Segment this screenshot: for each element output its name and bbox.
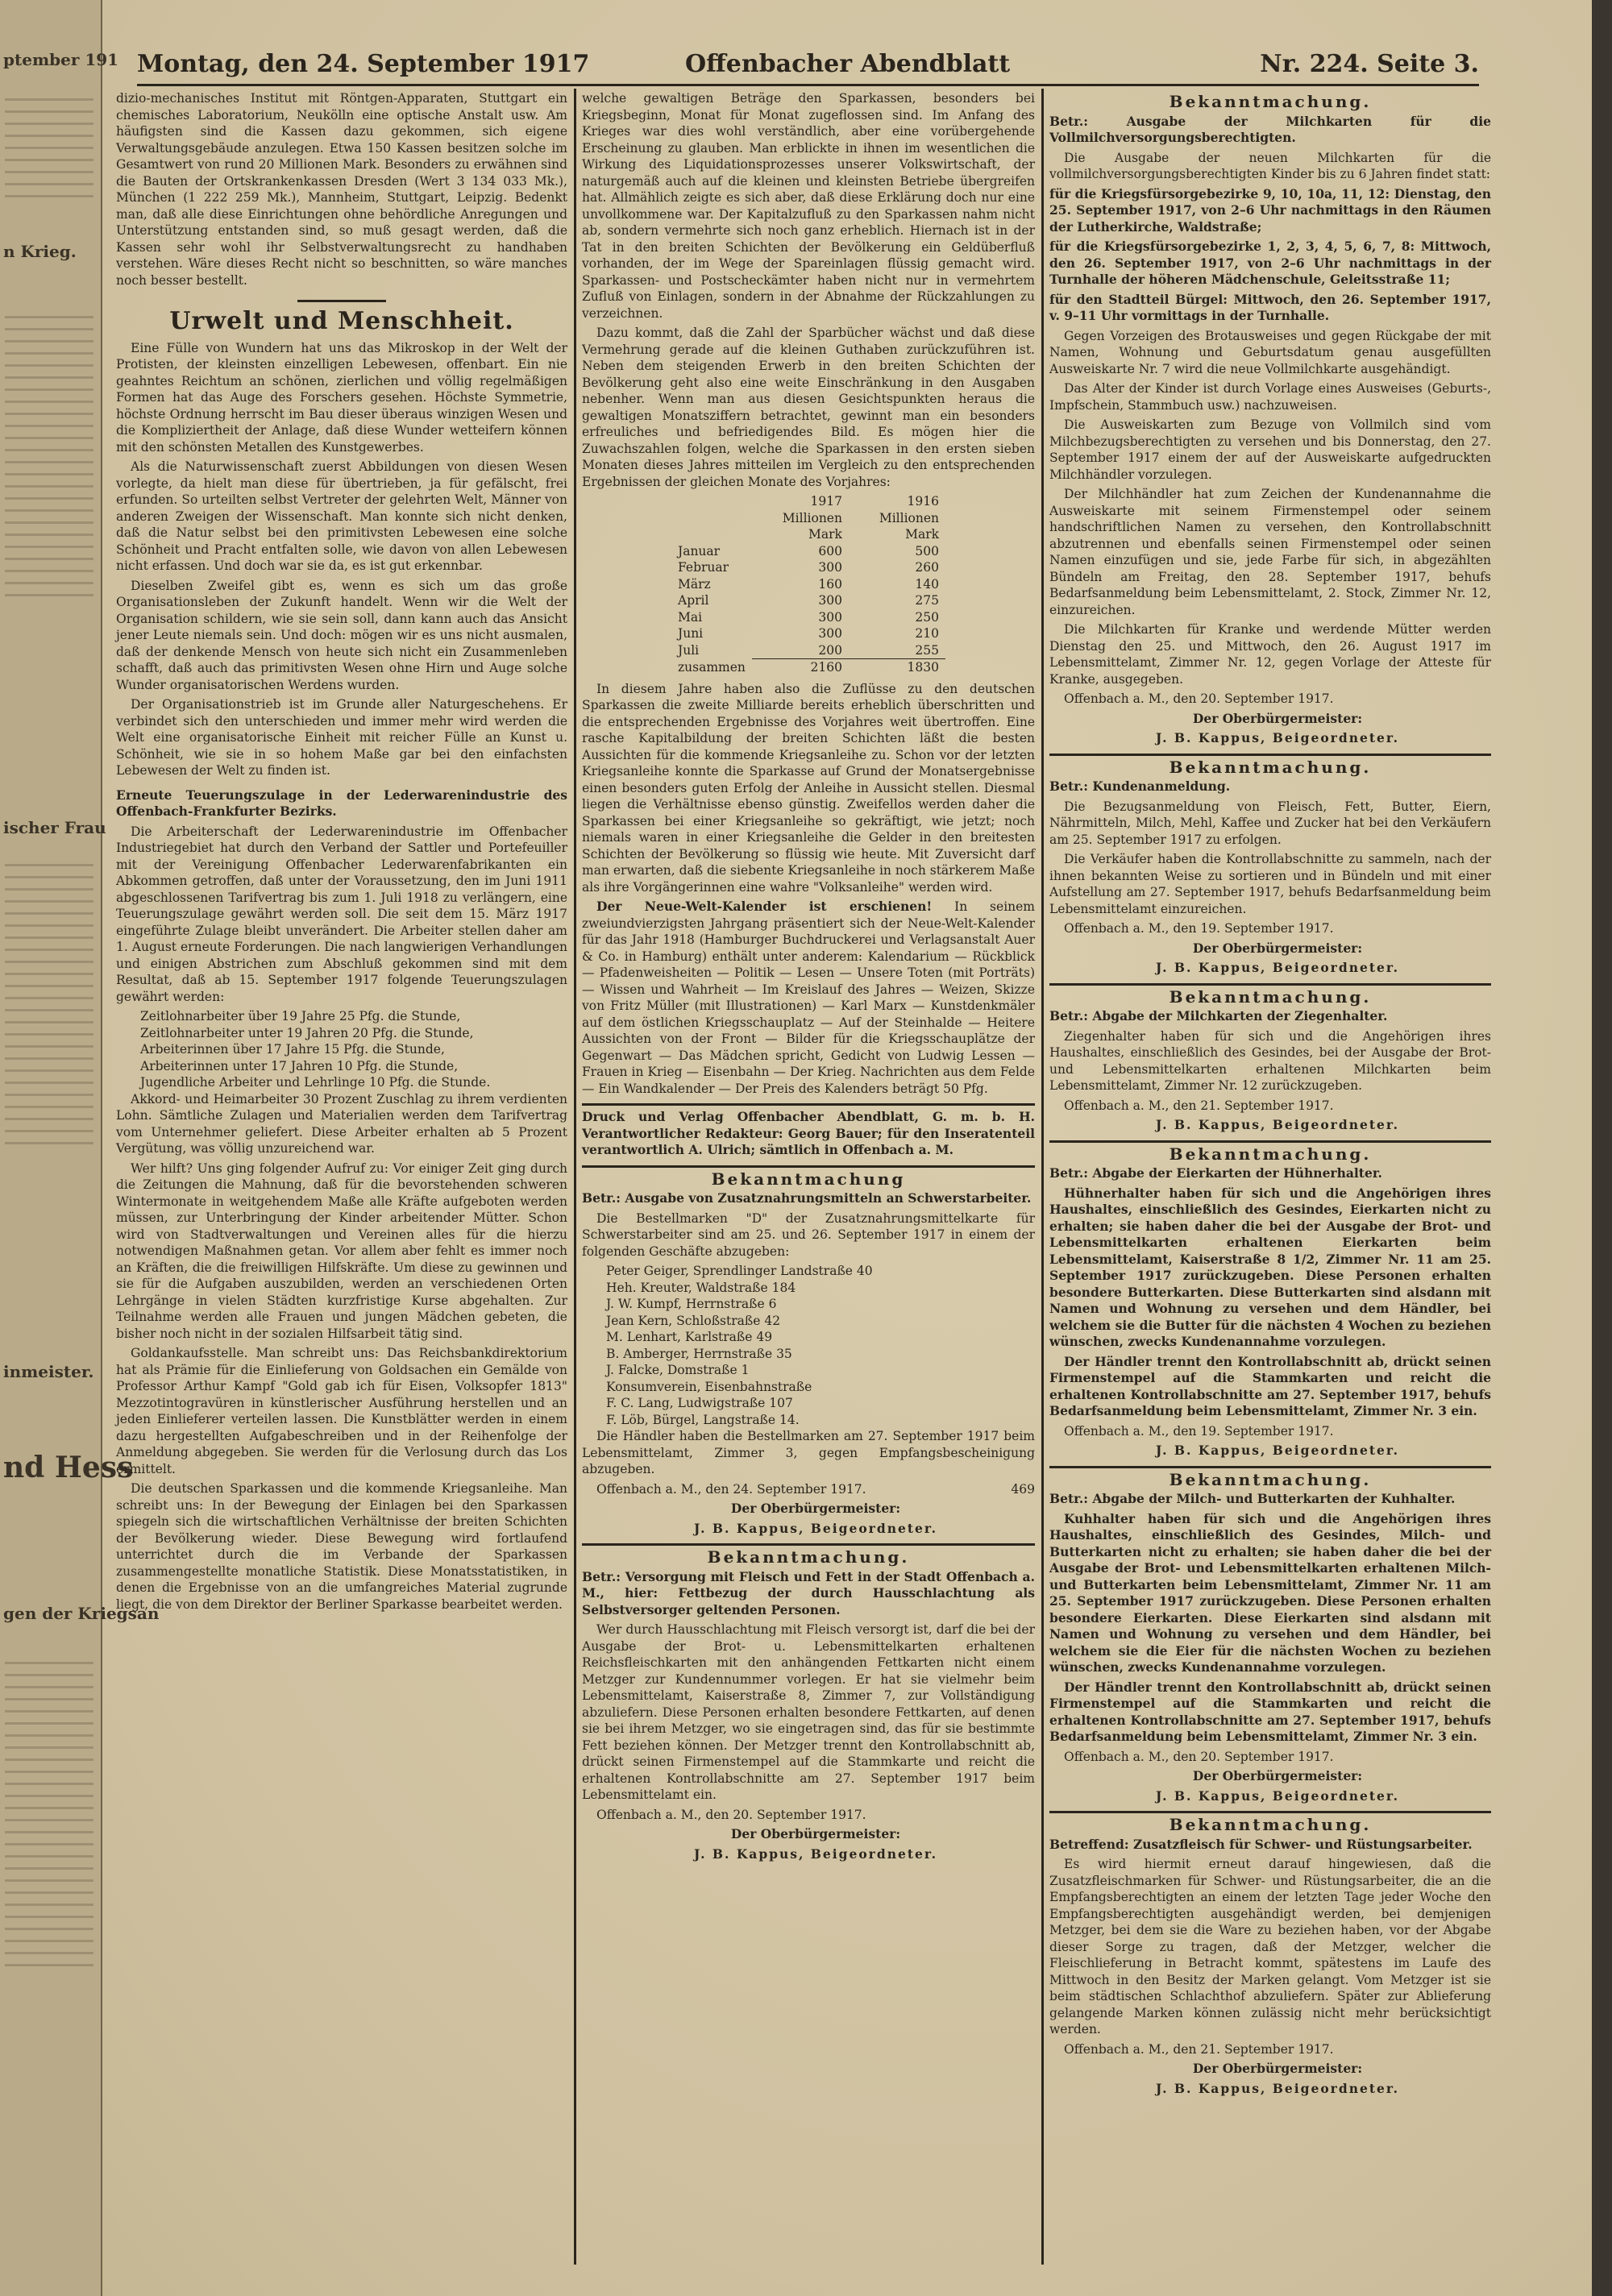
article-heading: Erneute Teuerungszulage in der Lederwarenindustrie des Offenbach-Frankfurter Bezirks. — [116, 787, 567, 819]
notice-text: Gegen Vorzeigen des Brotausweises und gegen Rückgabe der mit Namen, Wohnung und Geburtsdatum genau ausgefüllten Ausweiskarte Nr. 7 wird die neue Vollmilchkarte ausgehändigt. — [1049, 328, 1491, 376]
notice-text: Die Milchkarten für Kranke und werdende Mütter werden Dienstag den 25. und Mittwoch, den 26. August 1917 im Lebensmittelamt, Zimmer Nr. 12, gegen Vorlage der Atteste für Kranke, ausgegeben. — [1049, 622, 1491, 687]
article-paragraph: In diesem Jahre haben also die Zuflüsse zu den deutschen Sparkassen die zweite Milliarde bereits erheblich überschritten und die entsprechenden Ergebnisse des Vorjahres weit übertroffen. Eine rasche Kapitalbildung der breiten Schichten läßt die besten Aussichten für die kommende Kriegsanleihe zu. Schon vor der letzten Kriegsanleihe konnte die Sparkasse auf Grund der Monatsergebnisse einen besonders guten Erfolg der Anleihe in Aussicht stellen. Diesmal liegen die Verhältnisse ebenso günstig. Zweifellos werden daher die Sparkassen bei einer Kriegsanleihe so gekräftigt, wie jetzt; noch niemals waren in einer Kriegsanleihe die Gelder in den breitesten Schichten der Bevölkerung so flüssig wie heute. Mit Zuversicht darf man erwarten, daß die siebente Kriegsanleihe in noch stärkerem Maße als ihre Vorgängerinnen eine wahre "Volksanleihe" werden wird. — [582, 681, 1035, 895]
page-header — [137, 47, 1479, 86]
gutter-fragment: inmeister. — [3, 1362, 94, 1381]
article-text: In seinem zweiundvierzigsten Jahrgang präsentiert sich der Neue-Welt-Kalender für das Jahr 1918 (Hamburger Buchdruckerei und Verlagsanstalt Auer & Co. in Hamburg) enthält unter anderem: Kalendarium — Rückblick — Pfadenweisheiten — Politik — Lesen — Unsere Toten (mit Porträts) — Wissen und Wahrheit — Im Kreislauf des Jahres — Weizen, Skizze von Fritz Müller (mit Illustrationen) — Karl Marx — Kunstdenkmäler auf dem östlichen Kriegsschauplatz — Auf der Steinhalde — Heitere Aussichten von der Front — Bilder für die Kriegsschauplätze der Gegenwart — Das Mädchen spricht, Gedicht von Ludwig Lessen — Frauen in Krieg — Eisenbahn — Der Krieg. Nachrichten aus dem Felde — Ein Wandkalender — Der Preis des Kalenders beträgt 50 Pfg. — [582, 899, 1035, 1096]
notice-date: Offenbach a. M., den 20. September 1917. — [596, 1807, 866, 1822]
notice-signature: J. B. Kappus, Beigeordneter. — [1156, 960, 1399, 975]
article-paragraph: Goldankaufsstelle. Man schreibt uns: Das Reichsbankdirektorium hat als Prämie für die Einlieferung von Goldsachen ein Gemälde von Professor Arthur Kampf "Gold gab ich für Eisen, Volksopfer 1813" Mezzotintogravüren in künstlerischer Ausführung herstellen und an jeden Einlieferer verteilen lassen. Die Kunstblätter werden in einem dazu hergestellten Aufgabeschreiben und in der Reihenfolge der Anmeldung abgegeben. Sie werden für die Verlosung durch das Los ermittelt. — [116, 1346, 567, 1476]
article-paragraph: Dieselben Zweifel gibt es, wenn es sich um das große Organisationsleben der Zukunft handelt. Wenn wir die Welt der Organisation schildern, wie sie sein soll, dann kann auch das Ansicht jener Leute niemals sein. Und doch: mögen wir es uns nicht ausmalen, daß der denkende Mensch von heute sich nicht ein Zusammenleben schafft, daß auch das primitivsten Wesen ohne Hirn und Auge solche Wunder organisatorischen Werdens wurden. — [116, 578, 567, 692]
article-paragraph: Der Organisationstrieb ist im Grunde aller Naturgeschehens. Er verbindet sich den unterschieden und immer mehr wird werden die Welt eine organisatorische Einheit mit reicher Fülle an Kunst u. Schönheit, wie sie in so hohem Maße gar bei den einfachsten Lebewesen der Welt zu finden ist. — [116, 697, 567, 778]
notice-title: Bekanntmachung. — [1169, 1815, 1372, 1834]
table-cell: 255 — [915, 642, 939, 658]
notice-text: Das Alter der Kinder ist durch Vorlage eines Ausweises (Geburts-, Impfschein, Stammbuch usw.) nachzuweisen. — [1049, 381, 1491, 413]
notice-date: Offenbach a. M., den 20. September 1917. — [1064, 1749, 1334, 1764]
notice-text: Die Bestellmarken "D" der Zusatznahrungsmittelkarte für Schwerstarbeiter sind am 25. und 26. September 1917 in einem der folgenden Geschäfte abzugeben: — [582, 1210, 1035, 1259]
table-cell: 160 — [818, 576, 842, 592]
column-2 — [582, 90, 1035, 2266]
list-item: Heh. Kreuter, Waldstraße 184 — [606, 1280, 796, 1295]
list-item: Zeitlohnarbeiter über 19 Jahre 25 Pfg. die Stunde, — [140, 1009, 461, 1023]
notice-title: Bekanntmachung. — [1169, 986, 1372, 1007]
notice-date-text: Offenbach a. M., den 24. September 1917. — [596, 1481, 866, 1497]
column-divider — [1041, 89, 1044, 2265]
notice-signature-title: Der Oberbürgermeister: — [1192, 1768, 1363, 1783]
header-date: Montag, den 24. September 1917 — [137, 50, 590, 78]
notice-title: Bekanntmachung — [711, 1169, 906, 1189]
header-paper-name: Offenbacher Abendblatt — [685, 50, 1011, 78]
notice-title: Bekanntmachung. — [1169, 1144, 1372, 1164]
gutter-fragment: ptember 191 — [3, 50, 119, 69]
list-item: Konsumverein, Eisenbahnstraße — [606, 1379, 812, 1394]
notice-subject: Betr.: Versorgung mit Fleisch und Fett in der Stadt Offenbach a. M., hier: Fettbezug der durch Hausschlachtung als Selbstversorger geltenden Personen. — [582, 1568, 1035, 1617]
notice-subject: Betr.: Kundenanmeldung. — [1049, 778, 1231, 794]
table-cell: 2160 — [752, 659, 849, 676]
table-cell: Juni — [678, 626, 704, 641]
notice-number: 469 — [1011, 1481, 1035, 1497]
list-item: J. Falcke, Domstraße 1 — [606, 1363, 750, 1377]
separator — [582, 1165, 1035, 1168]
gutter-text-lines — [5, 1652, 93, 1976]
article-paragraph: Als die Naturwissenschaft zuerst Abbildungen von diesen Wesen vorlegte, da hielt man diese für übertrieben, ja für gefälscht, frei erfunden. So urteilten selbst Vertreter der gelehrten Welt, Männer von anderen Zweigen der Wissenschaft. Man konnte sich nicht denken, daß die Natur selbst bei den primitivsten Lebewesen eine solche Schönheit und Pracht entfalten solle, wie davon von allen Lebewesen nicht erfassen. Und doch war sie da, es ist gut erkennbar. — [116, 459, 567, 573]
notice-signature: J. B. Kappus, Beigeordneter. — [1156, 1787, 1399, 1804]
gutter-fragment: nd Hess — [3, 1451, 134, 1484]
notice-text: Die Händler haben die Bestellmarken am 27. September 1917 beim Lebensmittelamt, Zimmer 3, gegen Empfangsbescheinigung abzugeben. — [582, 1429, 1035, 1476]
article-paragraph: dizio-mechanisches Institut mit Röntgen-Apparaten, Stuttgart ein chemisches Laboratorium, Neukölln eine optische Anstalt usw. Am häufigsten sind die Kassen dazu gekommen, sich eigene Verwaltungsgebäude anzulegen. Etwa 150 Kassen besitzen solche im Gesamtwert von rund 20 Millionen Mark. Besonders zu erwähnen sind die Bauten der Ortskrankenkassen Dresden (Wert 3 134 033 Mk.), München (1 222 259 Mk.), Mannheim, Stuttgart, Leipzig. Bedenkt man, daß alle diese Einrichtungen ohne behördliche Anregungen und Unterstützung entstanden sind, so muß gesagt werden, daß die Kassen sehr wohl ihr Selbstverwaltungsrecht zu handhaben verstehen. Wäre dieses Recht nicht so beschnitten, so wäre manches noch besser bestellt. — [116, 91, 567, 288]
adjacent-page-strip — [0, 0, 160, 2296]
table-row — [671, 592, 945, 609]
article-paragraph: Die deutschen Sparkassen und die kommende Kriegsanleihe. Man schreibt uns: In der Bewegung der Einlagen bei den Sparkassen spiegeln sich die wirtschaftlichen Verhältnisse der breiten Schichten der Bevölkerung wieder. Diese Bewegung wird fortlaufend unterrichtet durch die im Verbande der Sparkassen zusammengestellte monatliche Statistik. Diese Monatsstatistiken, in denen die Ergebnisse von an die umfangreiches Material zugrunde liegt, die von dem Direktor der Berliner Sparkasse bearbeitet werden. — [116, 1481, 567, 1612]
notice-date — [582, 1481, 1035, 1498]
list-item: Jean Kern, Schloßstraße 42 — [606, 1313, 781, 1328]
table-cell: Mai — [678, 609, 703, 625]
notice-title: Bekanntmachung. — [1169, 92, 1372, 111]
table-cell: April — [678, 593, 709, 608]
notice-text: Hühnerhalter haben für sich und die Angehörigen ihres Haushaltes, einschließlich des Gesindes, Eierkarten nicht zu erhalten; sie haben daher die bei der Ausgabe der Brot- und Lebensmittelkarten erhaltenen Eierkarten beim Lebensmittelamt, Kaiserstraße 8 1/2, Zimmer Nr. 11 am 25. September 1917 zurückzugeben. Diese Personen erhalten besondere Butterkarten. Diese Butterkarten sind alsdann mit Namen und Wohnung zu versehen und dem Händler, bei welchem sie die Butter für die nächsten 4 Wochen zu beziehen wünschen, zwecks Kundenannahme vorzulegen. — [1049, 1185, 1491, 1349]
separator — [1049, 1466, 1491, 1468]
table-row — [671, 642, 945, 659]
table-cell: 140 — [915, 576, 939, 592]
table-total-row — [671, 659, 945, 676]
notice-date: Offenbach a. M., den 19. September 1917. — [1064, 921, 1334, 936]
notice-title: Bekanntmachung. — [707, 1547, 910, 1567]
table-cell: 200 — [818, 642, 842, 658]
separator — [1049, 754, 1491, 756]
notice-subject: Betr.: Abgabe der Milchkarten der Ziegenhalter. — [1049, 1008, 1388, 1023]
table-header-row — [671, 493, 945, 510]
list-item: Zeitlohnarbeiter unter 19 Jahren 20 Pfg. die Stunde, — [140, 1025, 474, 1040]
list-item: F. C. Lang, Ludwigstraße 107 — [606, 1396, 793, 1410]
notice-text: Die Ausweiskarten zum Bezuge von Vollmilch sind vom Milchbezugsberechtigten zu versehen und bis Donnerstag, den 27. September 1917 einem der auf der Ausweiskarte aufgedruckten Milchhändler vorzulegen. — [1049, 417, 1491, 482]
notice-text: Der Milchhändler hat zum Zeichen der Kundenannahme die Ausweiskarte mit seinem Firmenstempel oder seinem handschriftlichen Namen zu versehen, den Kontrollabschnitt abzutrennen und ebenfalls seinen Firmenstempel oder seinen Namen einzufügen und sie, jede Farbe für sich, in abgezählten Bündeln am Freitag, den 28. September 1917, behufs Bedarfsanmeldung beim Lebensmittelamt, 2. Stock, Zimmer Nr. 12, einzureichen. — [1049, 487, 1491, 617]
gutter-text-lines — [5, 89, 93, 207]
gutter-text-lines — [5, 854, 93, 1154]
list-item: Arbeiterinnen über 17 Jahre 15 Pfg. die Stunde, — [140, 1042, 445, 1057]
column-1 — [116, 90, 567, 2266]
table-cell: März — [678, 576, 711, 592]
table-cell: 500 — [915, 543, 939, 558]
table-header-cell: 1917 — [810, 494, 842, 509]
table-cell: zusammen — [678, 659, 746, 675]
table-cell: Januar — [678, 543, 721, 558]
gutter-fragment: ischer Frau — [3, 818, 106, 837]
notice-text: Wer durch Hausschlachtung mit Fleisch versorgt ist, darf die bei der Ausgabe der Brot- u. Lebensmittelkarten erhaltenen Reichsfleischkarten mit den anhängenden Fettkarten nicht einem Metzger zur Kundennummer vorlegen. Er hat sie vielmehr beim Lebensmittelamt, Kaiserstraße 8, Zimmer 7, zur Vollständigung abzuliefern. Diese Personen erhalten besondere Fettkarten, auf denen sie bei ihrem Metzger, wo sie eingetragen sind, das für sie bestimmte Fett beziehen können. Der Metzger trennt den Kontrollabschnitt ab, drückt seinen Firmenstempel auf die Stammkarte und reicht die erhaltenen Kontrollabschnitte am 27. September 1917 beim Lebensmittelamt ein. — [582, 1622, 1035, 1802]
article-heading: Der Neue-Welt-Kalender ist erschienen! — [596, 899, 933, 914]
notice-title: Bekanntmachung. — [1169, 757, 1372, 777]
savings-table — [671, 493, 945, 676]
notice-signature: J. B. Kappus, Beigeordneter. — [694, 1846, 937, 1862]
table-cell: 300 — [818, 626, 842, 641]
table-cell: 300 — [818, 560, 842, 575]
notice-text: Der Händler trennt den Kontrollabschnitt ab, drückt seinen Firmenstempel auf die Stammkarten und reicht die erhaltenen Kontrollabschnitte am 27. September 1917, behufs Bedarfsanmeldung beim Lebensmittelamt, Zimmer Nr. 3 ein. — [1049, 1353, 1491, 1418]
notice-subject: Betr.: Abgabe der Eierkarten der Hühnerhalter. — [1049, 1165, 1382, 1181]
list-item: Arbeiterinnen unter 17 Jahren 10 Pfg. die Stunde, — [140, 1058, 459, 1073]
table-cell: 260 — [915, 560, 939, 575]
table-cell: 600 — [818, 543, 842, 558]
notice-subject: Betr.: Abgabe der Milch- und Butterkarten der Kuhhalter. — [1049, 1491, 1456, 1506]
notice-text: Kuhhalter haben für sich und die Angehörigen ihres Haushaltes, einschließlich des Gesindes, Milch- und Butterkarten nicht zu erhalten; sie haben daher die bei der Ausgabe der Brot- und Lebensmittelkarten erhaltenen Milch- und Butterkarten beim Lebensmittelamt, Zimmer Nr. 11 am 25. September 1917 zurückzugeben. Diese Personen erhalten besondere Eierkarten. Diese Eierkarten sind alsdann mit Namen und Wohnung zu versehen und dem Händler, bei welchem sie die Eier für die nächsten Wochen zu beziehen wünschen, zwecks Kundenannahme vorzulegen. — [1049, 1510, 1491, 1675]
article-paragraph — [582, 899, 1035, 1097]
gutter-fragment: gen der Kriegsan — [3, 1604, 160, 1623]
column-3 — [1049, 90, 1491, 2266]
article-paragraph: Dazu kommt, daß die Zahl der Sparbücher wächst und daß diese Vermehrung gerade auf die kleinen Guthaben zurückzuführen ist. Neben dem steigenden Erwerb in den breiten Schichten der Bevölkerung geht also eine weite Einschränkung in den Ausgaben nebenher. Wenn man aus diesen Gesichtspunkten heraus die gewaltigen Monatsziffern betrachtet, gewinnt man ein besonders erfreuliches und befriedigendes Bild. Es mögen hier die Zuwachszahlen folgen, welche die Sparkassen in den ersten sieben Monaten dieses Jahres mitteilen im Vergleich zu den entsprechenden Ergebnissen der gleichen Monate des Vorjahres: — [582, 326, 1035, 489]
notice-title: Bekanntmachung. — [1169, 1469, 1372, 1489]
notice-text: Die Bezugsanmeldung von Fleisch, Fett, Butter, Eiern, Nährmitteln, Milch, Mehl, Kaffee und Zucker hat bei den Verkäufern am 25. September 1917 zu erfolgen. — [1049, 799, 1491, 847]
list-item: B. Amberger, Herrnstraße 35 — [606, 1346, 792, 1361]
savings-rows — [671, 543, 945, 659]
article-paragraph: Akkord- und Heimarbeiter 30 Prozent Zuschlag zu ihrem verdienten Lohn. Sämtliche Zulagen und Materialien werden dem Tarifvertrag vom Unternehmer geliefert. Diese Arbeiter erhalten ab 5 Prozent Vergütung, was völlig unzureichend war. — [116, 1091, 567, 1156]
table-header-cell: Millionen Mark — [782, 510, 842, 542]
table-cell: 300 — [818, 593, 842, 608]
list-item: M. Lenhart, Karlstraße 49 — [606, 1330, 773, 1344]
separator — [297, 300, 386, 302]
article-paragraph: welche gewaltigen Beträge den Sparkassen, besonders bei Kriegsbeginn, Monat für Monat zugeflossen sind. Im Anfang des Krieges war dies wohl verständlich, aber eine vorübergehende Erscheinung zu glauben. Man erblickte in ihnen im wesentlichen die Wirkung des Liquidationsprozesses unserer Volkswirtschaft, der naturgemäß auch auf die kleinen und kleinsten Betriebe übergreifen hat. Allmählich zeigte es sich aber, daß diese Erklärung doch nur eine unvollkommene war. Der Kapitalzufluß zu den Sparkassen nahm nicht ab, sondern vermehrte sich noch ganz erheblich. Hiernach ist in der Tat in den breiten Schichten der Bevölkerung ein Geldüberfluß vorhanden, der im Wege der Spareinlagen flüssig gemacht wird. Sparkassen- und Postscheckämter haben nicht nur in vermehrtem Zufluß von Einlagen, sondern in der Abnahme der Rückzahlungen zu verzeichnen. — [582, 91, 1035, 321]
notice-signature-title: Der Oberbürgermeister: — [1192, 2061, 1363, 2076]
notice-signature-title: Der Oberbürgermeister: — [730, 1826, 901, 1841]
notice-subject: Betr.: Ausgabe von Zusatznahrungsmitteln an Schwerstarbeiter. — [582, 1190, 1032, 1206]
notice-text: für die Kriegsfürsorgebezirke 9, 10, 10a, 11, 12: Dienstag, den 25. September 1917, von 2–6 Uhr nachmittags in den Räumen der Lutherkirche, Waldstraße; — [1049, 185, 1491, 235]
notice-subject: Betr.: Ausgabe der Milchkarten für die Vollmilchversorgungsberechtigten. — [1049, 113, 1491, 145]
notice-text: für die Kriegsfürsorgebezirke 1, 2, 3, 4, 5, 6, 7, 8: Mittwoch, den 26. September 1917, von 2–6 Uhr nachmittags in der Turnhalle der höheren Mädchenschule, Geleitsstraße 11; — [1049, 239, 1491, 287]
notice-text: Ziegenhalter haben für sich und die Angehörigen ihres Haushaltes, einschließlich des Gesindes, bei der Ausgabe der Brot- und Lebensmittelkarten erhaltenen Milchkarten beim Lebensmittelamt, Zimmer Nr. 12 zurückzugeben. — [1049, 1028, 1491, 1093]
list-item: F. Löb, Bürgel, Langstraße 14. — [606, 1412, 800, 1427]
list-item: Peter Geiger, Sprendlinger Landstraße 40 — [606, 1264, 873, 1278]
gutter-text-lines — [5, 306, 93, 606]
table-header-cell: 1916 — [907, 494, 939, 509]
notice-signature-title: Der Oberbürgermeister: — [730, 1501, 901, 1516]
notice-text: Die Ausgabe der neuen Milchkarten für die vollmilchversorgungsberechtigten Kinder bis zu 6 Jahren findet statt: — [1049, 150, 1491, 181]
notice-date: Offenbach a. M., den 21. September 1917. — [1064, 2041, 1334, 2057]
table-cell: 300 — [818, 609, 842, 625]
table-row — [671, 576, 945, 593]
table-cell: 1830 — [849, 659, 945, 676]
table-row — [671, 543, 945, 560]
table-cell: Februar — [678, 560, 729, 575]
notice-date: Offenbach a. M., den 19. September 1917. — [1064, 1423, 1334, 1439]
article-paragraph: Die Arbeiterschaft der Lederwarenindustrie im Offenbacher Industriegebiet hat durch den Verband der Sattler und Portefeuiller mit der Vereinigung Offenbacher Lederwarenfabrikanten ein Abkommen getroffen, daß unter der Voraussetzung, den im Juni 1911 abgeschlossenen Tarifvertrag bis zum 1. Juli 1918 zu verlängern, eine Teuerungszulage gewährt werden soll. Die seit dem 15. März 1917 eingeführte Zulage bleibt unverändert. Die Arbeiter stellen daher am 1. August erneute Forderungen. Die nach langwierigen Verhandlungen und einigen Abstrichen zum Abschluß gekommen sind mit dem Resultat, daß ab 15. September 1917 folgende Teuerungszulagen gewährt werden: — [116, 824, 567, 1004]
notice-signature: J. B. Kappus, Beigeordneter. — [1156, 730, 1399, 745]
section-title: Urwelt und Menschheit. — [169, 307, 514, 335]
notice-signature: J. B. Kappus, Beigeordneter. — [694, 1520, 937, 1536]
article-paragraph: Eine Fülle von Wundern hat uns das Mikroskop in der Welt der Protisten, der kleinsten einzelligen Lebewesen, offenbart. Ein nie geahntes Reichtum an schönen, zierlichen und völlig regelmäßigen Formen hat das Auge des Forschers gesehen. Höchste Symmetrie, höchste Ordnung herrscht im Bau dieser überaus winzigen Wesen und die Kompliziertheit der Anlage, daß diese Wunder wetteifern können mit den schönsten Metallen des Kunstgewerbes. — [116, 340, 567, 455]
table-cell: Juli — [678, 642, 700, 658]
separator — [1049, 983, 1491, 986]
imprint: Druck und Verlag Offenbacher Abendblatt, G. m. b. H. Verantwortlicher Redakteur: Georg Bauer; für den Inseratenteil verantwortlich A. Ulrich; sämtlich in Offenbach a. M. — [582, 1109, 1035, 1157]
table-cell: 250 — [915, 609, 939, 625]
notice-signature-title: Der Oberbürgermeister: — [1192, 940, 1363, 956]
table-header-cell: Millionen Mark — [879, 510, 939, 542]
notice-date: Offenbach a. M., den 20. September 1917. — [1064, 691, 1334, 706]
header-page-number: Nr. 224. Seite 3. — [1260, 50, 1479, 78]
table-row — [671, 625, 945, 642]
notice-signature: J. B. Kappus, Beigeordneter. — [1156, 2080, 1399, 2096]
table-header-row — [671, 510, 945, 543]
notice-text: Der Händler trennt den Kontrollabschnitt ab, drückt seinen Firmenstempel auf die Stammkarten und reicht die erhaltenen Kontrollabschnitte am 27. September 1917, behufs Bedarfsanmeldung beim Lebensmittelamt, Zimmer Nr. 3 ein. — [1049, 1679, 1491, 1744]
article-paragraph: Wer hilft? Uns ging folgender Aufruf zu: Vor einiger Zeit ging durch die Zeitungen die Mahnung, daß für die bevorstehenden schweren Wintermonate in weitgehendem Maße alle Kräfte aufgeboten werden müssen, zur Unterbringung der Kinder arbeitender Mütter. Schon wird von Stadtverwaltungen und Vereinen alles für die hierzu notwendigen Maßnahmen getan. Vor allem aber fehlt es immer noch an Kräften, die die freiwilligen Hilfskräfte. Um diese zu gewinnen und sie für die Aufgaben auszubilden, werden an verschiedenen Orten Lehrgänge in vielen Städten kurzfristige Kurse abgehalten. Zur Teilnahme werden alle Frauen und jungen Mädchen gebeten, die bisher noch nicht in der sozialen Hilfsarbeit tätig sind. — [116, 1160, 567, 1341]
table-row — [671, 609, 945, 626]
notice-date: Offenbach a. M., den 21. September 1917. — [1064, 1098, 1334, 1113]
separator — [1049, 1140, 1491, 1143]
notice-subject: Betreffend: Zusatzfleisch für Schwer- und Rüstungsarbeiter. — [1049, 1836, 1473, 1852]
table-cell: 210 — [915, 626, 939, 641]
notice-signature-title: Der Oberbürgermeister: — [1192, 710, 1363, 726]
notice-text: für den Stadtteil Bürgel: Mittwoch, den 26. September 1917, v. 9–11 Uhr vormittags in der Turnhalle. — [1049, 291, 1491, 323]
notice-text: Die Verkäufer haben die Kontrollabschnitte zu sammeln, nach der ihnen bekannten Weise zu sortieren und in Bündeln und mit einer Aufstellung am 27. September 1917, behufs Bedarfsanmeldung beim Lebensmittelamt einzureichen. — [1049, 852, 1491, 916]
separator — [1049, 1811, 1491, 1813]
column-divider — [574, 89, 576, 2265]
table-cell: 275 — [915, 593, 939, 608]
book-binding — [1592, 0, 1612, 2296]
notice-signature: J. B. Kappus, Beigeordneter. — [1156, 1117, 1399, 1132]
notice-signature: J. B. Kappus, Beigeordneter. — [1156, 1443, 1399, 1458]
gutter-fragment: n Krieg. — [3, 242, 77, 261]
separator — [582, 1543, 1035, 1546]
list-item: Jugendliche Arbeiter und Lehrlinge 10 Pfg. die Stunde. — [140, 1075, 491, 1090]
table-row — [671, 559, 945, 576]
separator — [582, 1103, 1035, 1106]
list-item: J. W. Kumpf, Herrnstraße 6 — [606, 1297, 777, 1311]
notice-text: Es wird hiermit erneut darauf hingewiesen, daß die Zusatzfleischmarken für Schwer- und Rüstungsarbeiter, die an die Empfangsberechtigten an einem der letzten Tage jeder Woche den Empfangsberechtigten ausgehändigt werden, bei demjenigen Metzger, bei dem sie die Ware zu beziehen haben, vor der Abgabe dieser Sorge zu tragen, daß der Metzger, welcher die Fleischlieferung in Betracht kommt, spätestens im Laufe des Mittwoch in den Besitz der Marken gelangt. Vom Metzger ist sie beim städtischen Schlachthof abzuliefern. Später zur Ablieferung gelangende Marken können zulässig nicht mehr berücksichtigt werden. — [1049, 1857, 1491, 2037]
